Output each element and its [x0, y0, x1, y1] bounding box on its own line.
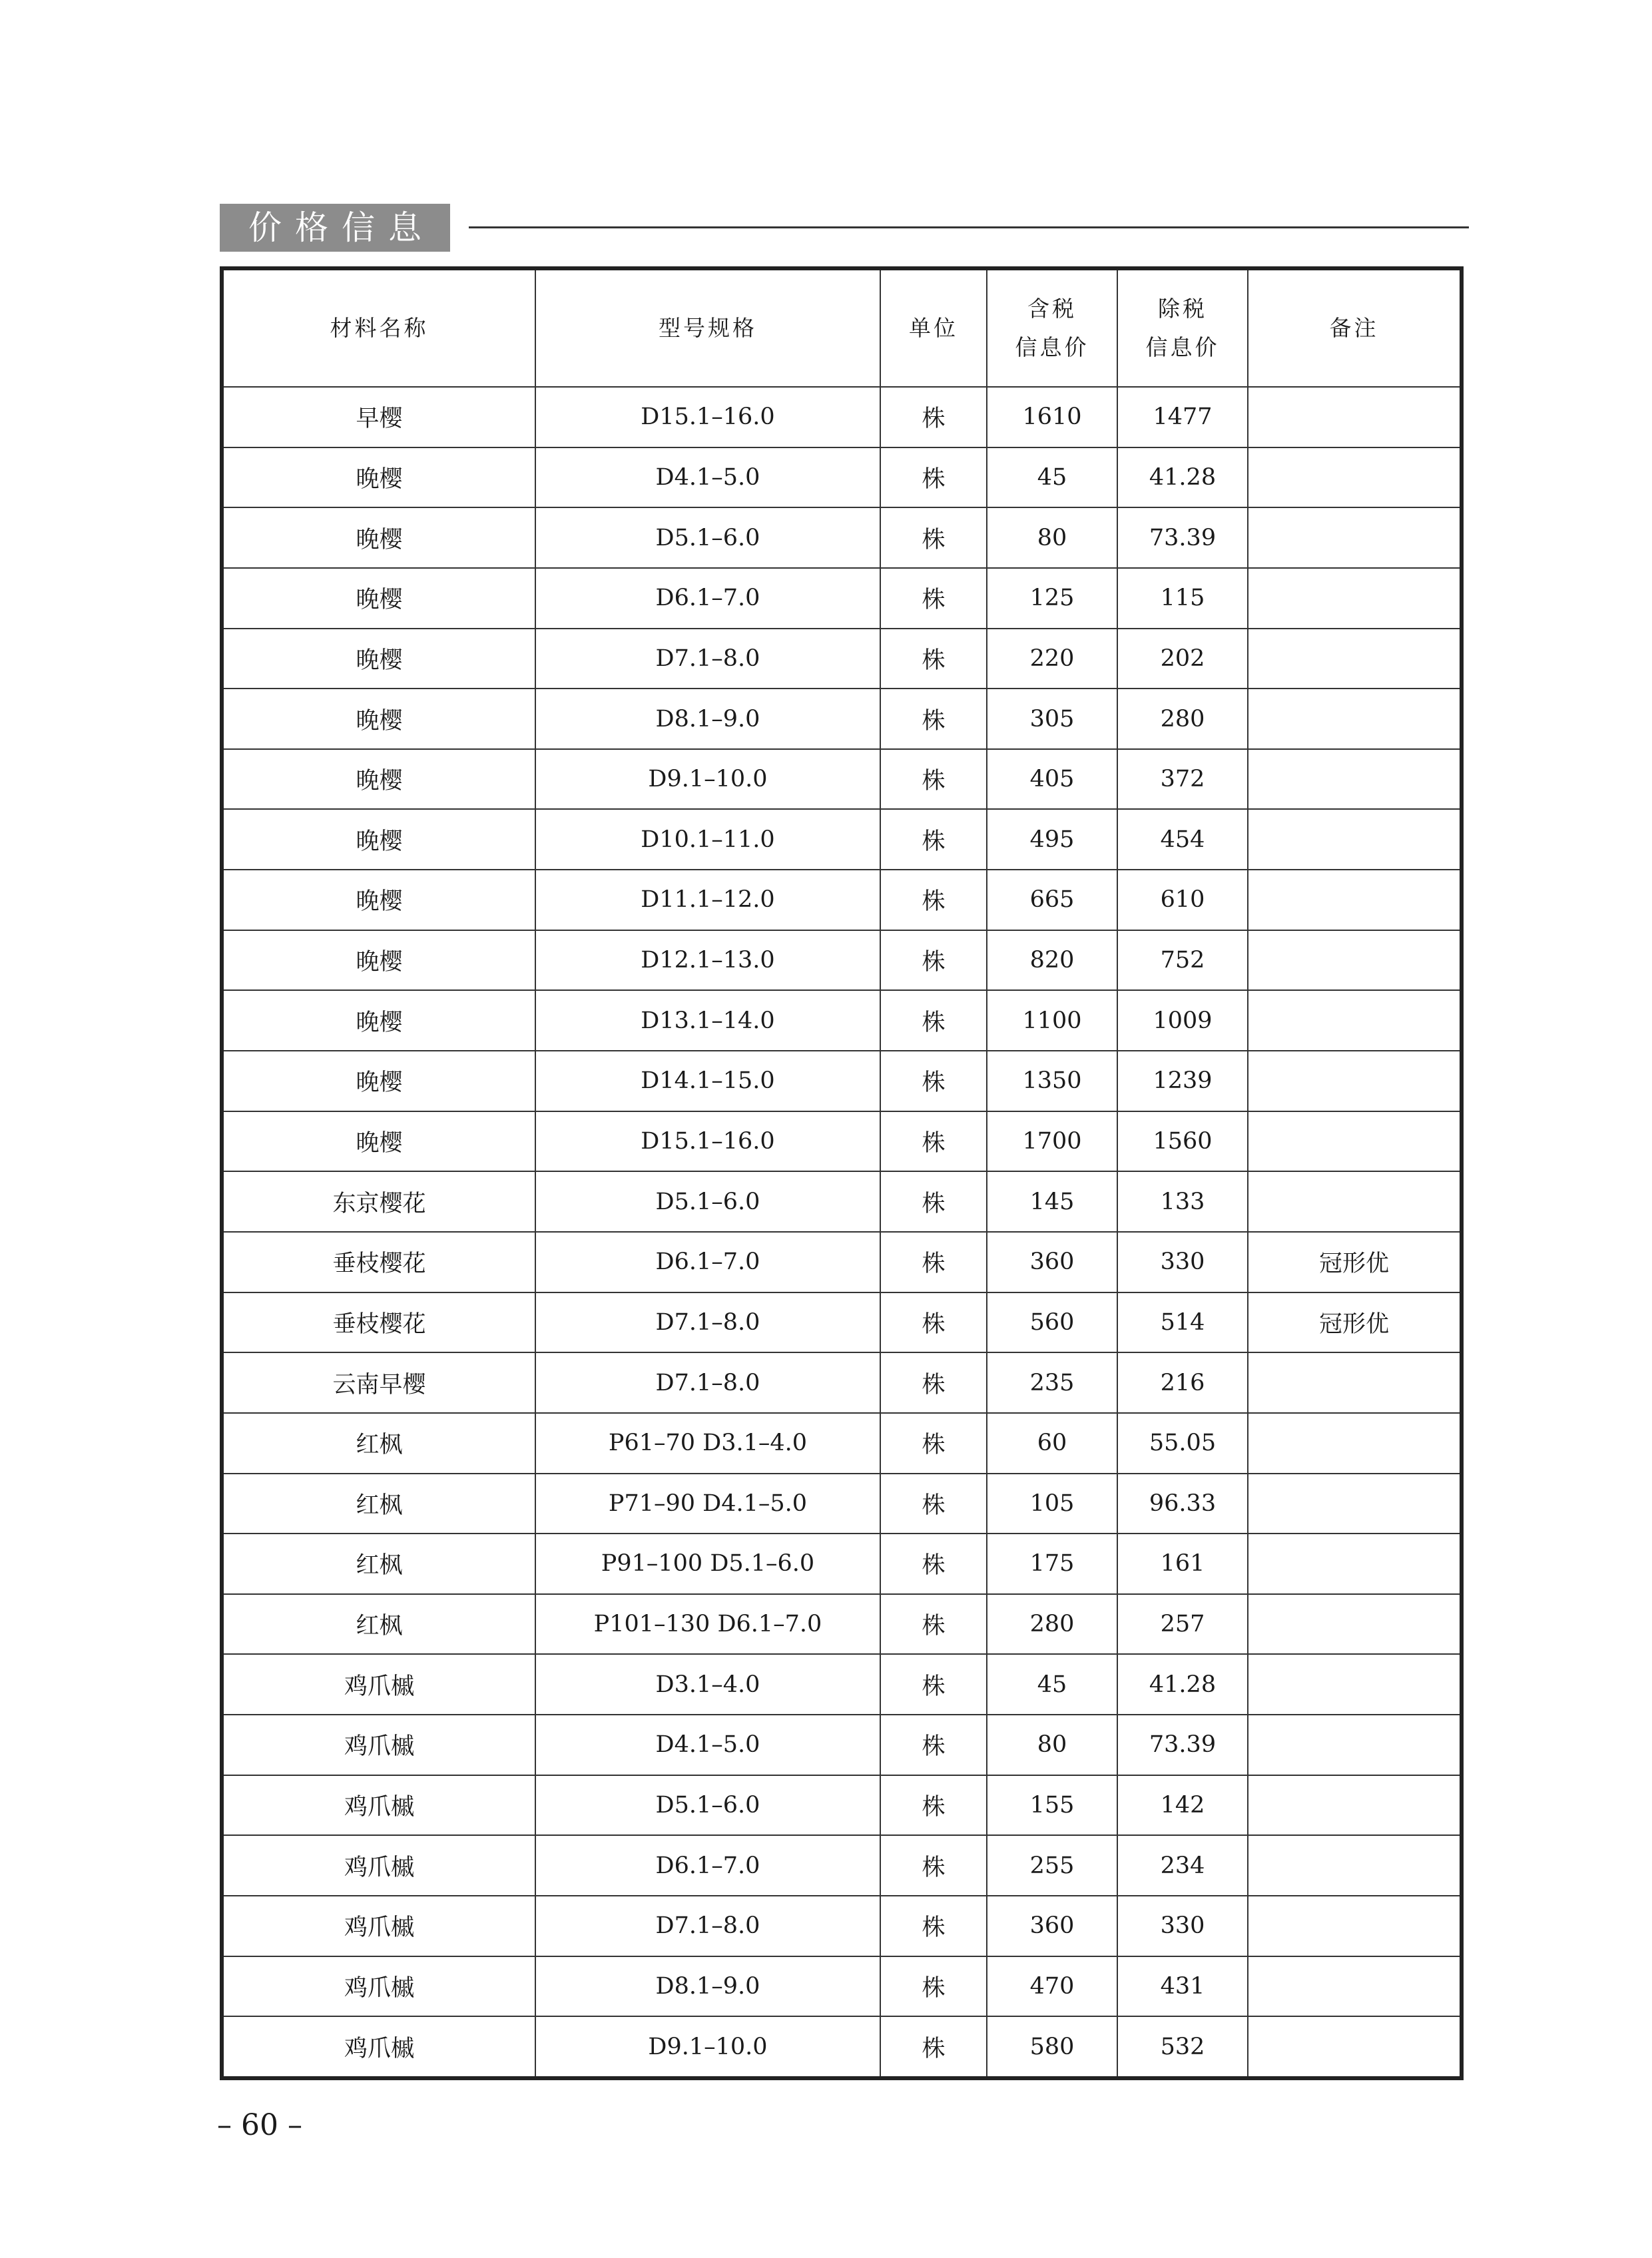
cell-tax-excl-price: 454: [1117, 809, 1248, 870]
cell-model-spec: D5.1–6.0: [535, 1775, 880, 1836]
cell-tax-excl-price: 257: [1117, 1594, 1248, 1655]
cell-tax-excl-price: 161: [1117, 1534, 1248, 1594]
cell-tax-incl-price: 665: [987, 870, 1117, 930]
cell-tax-excl-price: 133: [1117, 1171, 1248, 1232]
cell-unit: 株: [880, 1352, 987, 1413]
cell-unit: 株: [880, 568, 987, 629]
cell-tax-incl-price: 45: [987, 447, 1117, 508]
cell-tax-excl-price: 73.39: [1117, 507, 1248, 568]
cell-material-name: 晚樱: [224, 507, 535, 568]
cell-unit: 株: [880, 1171, 987, 1232]
cell-unit: 株: [880, 507, 987, 568]
cell-material-name: 晚樱: [224, 447, 535, 508]
cell-material-name: 垂枝樱花: [224, 1292, 535, 1353]
cell-material-name: 晚樱: [224, 870, 535, 930]
cell-material-name: 云南早樱: [224, 1352, 535, 1413]
page-number: – 60 –: [217, 2108, 302, 2142]
cell-model-spec: D4.1–5.0: [535, 1715, 880, 1775]
cell-tax-excl-price: 234: [1117, 1835, 1248, 1896]
cell-tax-incl-price: 255: [987, 1835, 1117, 1896]
column-header-remark: 备注: [1248, 270, 1460, 387]
cell-material-name: 晚樱: [224, 568, 535, 629]
cell-unit: 株: [880, 930, 987, 991]
cell-model-spec: D3.1–4.0: [535, 1654, 880, 1715]
cell-material-name: 晚樱: [224, 990, 535, 1051]
cell-tax-incl-price: 45: [987, 1654, 1117, 1715]
cell-model-spec: D6.1–7.0: [535, 1835, 880, 1896]
cell-tax-incl-price: 145: [987, 1171, 1117, 1232]
cell-tax-excl-price: 514: [1117, 1292, 1248, 1353]
cell-tax-incl-price: 60: [987, 1413, 1117, 1474]
cell-remark: [1248, 568, 1460, 629]
cell-material-name: 鸡爪槭: [224, 1775, 535, 1836]
cell-remark: [1248, 990, 1460, 1051]
cell-remark: [1248, 387, 1460, 447]
cell-tax-incl-price: 305: [987, 689, 1117, 749]
table-row: [224, 507, 1460, 568]
cell-remark: [1248, 1775, 1460, 1836]
cell-remark: [1248, 629, 1460, 689]
cell-material-name: 红枫: [224, 1594, 535, 1655]
cell-tax-excl-price: 96.33: [1117, 1474, 1248, 1534]
table-row: [224, 1111, 1460, 1172]
cell-model-spec: P91–100 D5.1–6.0: [535, 1534, 880, 1594]
cell-tax-incl-price: 1350: [987, 1051, 1117, 1111]
cell-material-name: 东京樱花: [224, 1171, 535, 1232]
cell-tax-incl-price: 360: [987, 1896, 1117, 1956]
table-row: [224, 1232, 1460, 1292]
table-row: [224, 990, 1460, 1051]
cell-material-name: 鸡爪槭: [224, 1896, 535, 1956]
table-row: [224, 1715, 1460, 1775]
cell-remark: [1248, 1956, 1460, 2017]
cell-unit: 株: [880, 689, 987, 749]
cell-remark: [1248, 809, 1460, 870]
cell-tax-incl-price: 80: [987, 1715, 1117, 1775]
cell-remark: [1248, 1413, 1460, 1474]
cell-tax-incl-price: 580: [987, 2016, 1117, 2076]
cell-tax-excl-price: 1239: [1117, 1051, 1248, 1111]
cell-material-name: 晚樱: [224, 1051, 535, 1111]
cell-model-spec: P101–130 D6.1–7.0: [535, 1594, 880, 1655]
table-body: [224, 387, 1460, 2076]
cell-model-spec: D8.1–9.0: [535, 689, 880, 749]
table-row: [224, 2016, 1460, 2076]
cell-tax-excl-price: 73.39: [1117, 1715, 1248, 1775]
cell-unit: 株: [880, 1594, 987, 1655]
cell-remark: [1248, 1715, 1460, 1775]
cell-tax-excl-price: 330: [1117, 1232, 1248, 1292]
table-row: [224, 930, 1460, 991]
cell-model-spec: D13.1–14.0: [535, 990, 880, 1051]
cell-remark: [1248, 1534, 1460, 1594]
table-row: [224, 1474, 1460, 1534]
cell-tax-incl-price: 820: [987, 930, 1117, 991]
cell-unit: 株: [880, 990, 987, 1051]
table-row: [224, 1413, 1460, 1474]
cell-unit: 株: [880, 1715, 987, 1775]
cell-material-name: 晚樱: [224, 930, 535, 991]
cell-remark: [1248, 1051, 1460, 1111]
table-row: [224, 689, 1460, 749]
cell-unit: 株: [880, 1292, 987, 1353]
cell-tax-incl-price: 80: [987, 507, 1117, 568]
cell-tax-excl-price: 202: [1117, 629, 1248, 689]
cell-remark: [1248, 2016, 1460, 2076]
cell-model-spec: D11.1–12.0: [535, 870, 880, 930]
cell-unit: 株: [880, 629, 987, 689]
cell-material-name: 晚樱: [224, 629, 535, 689]
cell-model-spec: D12.1–13.0: [535, 930, 880, 991]
cell-tax-excl-price: 55.05: [1117, 1413, 1248, 1474]
cell-remark: [1248, 1111, 1460, 1172]
cell-remark: [1248, 930, 1460, 991]
cell-unit: 株: [880, 1232, 987, 1292]
cell-tax-incl-price: 1100: [987, 990, 1117, 1051]
cell-tax-excl-price: 1560: [1117, 1111, 1248, 1172]
table-row: [224, 568, 1460, 629]
cell-model-spec: D15.1–16.0: [535, 1111, 880, 1172]
section-title: 价格信息: [220, 204, 450, 252]
cell-remark: 冠形优: [1248, 1292, 1460, 1353]
cell-tax-excl-price: 610: [1117, 870, 1248, 930]
cell-tax-incl-price: 175: [987, 1534, 1117, 1594]
table-row: [224, 629, 1460, 689]
cell-material-name: 红枫: [224, 1413, 535, 1474]
header-rule: [469, 226, 1469, 228]
table-row: [224, 1534, 1460, 1594]
table-row: [224, 1051, 1460, 1111]
cell-unit: 株: [880, 809, 987, 870]
cell-tax-incl-price: 235: [987, 1352, 1117, 1413]
cell-tax-incl-price: 220: [987, 629, 1117, 689]
cell-remark: [1248, 1835, 1460, 1896]
cell-unit: 株: [880, 749, 987, 810]
cell-tax-incl-price: 280: [987, 1594, 1117, 1655]
cell-tax-incl-price: 1700: [987, 1111, 1117, 1172]
cell-material-name: 晚樱: [224, 749, 535, 810]
cell-tax-excl-price: 216: [1117, 1352, 1248, 1413]
table-row: [224, 1171, 1460, 1232]
cell-model-spec: D14.1–15.0: [535, 1051, 880, 1111]
cell-remark: [1248, 447, 1460, 508]
cell-remark: [1248, 1594, 1460, 1655]
cell-model-spec: D7.1–8.0: [535, 1352, 880, 1413]
cell-model-spec: D15.1–16.0: [535, 387, 880, 447]
cell-model-spec: D4.1–5.0: [535, 447, 880, 508]
table-row: [224, 1775, 1460, 1836]
cell-material-name: 垂枝樱花: [224, 1232, 535, 1292]
cell-model-spec: D7.1–8.0: [535, 629, 880, 689]
cell-material-name: 晚樱: [224, 689, 535, 749]
cell-remark: [1248, 749, 1460, 810]
cell-unit: 株: [880, 1413, 987, 1474]
cell-tax-excl-price: 280: [1117, 689, 1248, 749]
cell-unit: 株: [880, 1835, 987, 1896]
cell-model-spec: D9.1–10.0: [535, 2016, 880, 2076]
cell-material-name: 晚樱: [224, 809, 535, 870]
cell-tax-incl-price: 1610: [987, 387, 1117, 447]
cell-model-spec: D8.1–9.0: [535, 1956, 880, 2017]
table-row: [224, 749, 1460, 810]
cell-tax-excl-price: 115: [1117, 568, 1248, 629]
cell-model-spec: D6.1–7.0: [535, 1232, 880, 1292]
cell-unit: 株: [880, 2016, 987, 2076]
cell-tax-excl-price: 1009: [1117, 990, 1248, 1051]
table-header-row: [224, 270, 1460, 387]
table-row: [224, 1654, 1460, 1715]
cell-tax-excl-price: 142: [1117, 1775, 1248, 1836]
cell-remark: [1248, 689, 1460, 749]
cell-tax-excl-price: 372: [1117, 749, 1248, 810]
table-row: [224, 1292, 1460, 1353]
cell-model-spec: P61–70 D3.1–4.0: [535, 1413, 880, 1474]
cell-unit: 株: [880, 1111, 987, 1172]
cell-tax-excl-price: 41.28: [1117, 447, 1248, 508]
cell-material-name: 鸡爪槭: [224, 1715, 535, 1775]
cell-material-name: 鸡爪槭: [224, 2016, 535, 2076]
cell-material-name: 晚樱: [224, 1111, 535, 1172]
cell-tax-incl-price: 105: [987, 1474, 1117, 1534]
cell-unit: 株: [880, 1896, 987, 1956]
cell-tax-incl-price: 125: [987, 568, 1117, 629]
cell-tax-incl-price: 470: [987, 1956, 1117, 2017]
cell-model-spec: D7.1–8.0: [535, 1292, 880, 1353]
table-row: [224, 1835, 1460, 1896]
cell-remark: [1248, 1654, 1460, 1715]
cell-material-name: 红枫: [224, 1534, 535, 1594]
cell-remark: 冠形优: [1248, 1232, 1460, 1292]
price-table: [224, 270, 1460, 2076]
column-header-material-name: 材料名称: [224, 270, 535, 387]
cell-unit: 株: [880, 387, 987, 447]
table-row: [224, 870, 1460, 930]
cell-material-name: 鸡爪槭: [224, 1654, 535, 1715]
price-table-frame: [220, 266, 1464, 2080]
table-row: [224, 1896, 1460, 1956]
cell-model-spec: D9.1–10.0: [535, 749, 880, 810]
cell-remark: [1248, 1171, 1460, 1232]
cell-model-spec: D7.1–8.0: [535, 1896, 880, 1956]
cell-tax-excl-price: 752: [1117, 930, 1248, 991]
cell-model-spec: P71–90 D4.1–5.0: [535, 1474, 880, 1534]
table-row: [224, 387, 1460, 447]
cell-material-name: 早樱: [224, 387, 535, 447]
cell-material-name: 鸡爪槭: [224, 1956, 535, 2017]
cell-material-name: 红枫: [224, 1474, 535, 1534]
cell-remark: [1248, 1896, 1460, 1956]
cell-remark: [1248, 1352, 1460, 1413]
cell-remark: [1248, 870, 1460, 930]
cell-tax-incl-price: 360: [987, 1232, 1117, 1292]
column-header-unit: 单位: [880, 270, 987, 387]
table-row: [224, 1956, 1460, 2017]
cell-tax-excl-price: 532: [1117, 2016, 1248, 2076]
cell-remark: [1248, 507, 1460, 568]
table-row: [224, 1352, 1460, 1413]
cell-material-name: 鸡爪槭: [224, 1835, 535, 1896]
cell-tax-incl-price: 495: [987, 809, 1117, 870]
cell-model-spec: D5.1–6.0: [535, 507, 880, 568]
cell-unit: 株: [880, 1474, 987, 1534]
cell-unit: 株: [880, 447, 987, 508]
cell-tax-incl-price: 560: [987, 1292, 1117, 1353]
cell-unit: 株: [880, 1956, 987, 2017]
cell-tax-incl-price: 405: [987, 749, 1117, 810]
column-header-tax-incl-price: 含税 信息价: [987, 270, 1117, 387]
column-header-model-spec: 型号规格: [535, 270, 880, 387]
cell-unit: 株: [880, 1534, 987, 1594]
cell-tax-excl-price: 431: [1117, 1956, 1248, 2017]
cell-model-spec: D6.1–7.0: [535, 568, 880, 629]
cell-tax-excl-price: 41.28: [1117, 1654, 1248, 1715]
cell-tax-excl-price: 1477: [1117, 387, 1248, 447]
cell-model-spec: D5.1–6.0: [535, 1171, 880, 1232]
cell-model-spec: D10.1–11.0: [535, 809, 880, 870]
cell-tax-incl-price: 155: [987, 1775, 1117, 1836]
cell-remark: [1248, 1474, 1460, 1534]
table-row: [224, 1594, 1460, 1655]
column-header-tax-excl-price: 除税 信息价: [1117, 270, 1248, 387]
cell-tax-excl-price: 330: [1117, 1896, 1248, 1956]
cell-unit: 株: [880, 1051, 987, 1111]
cell-unit: 株: [880, 1775, 987, 1836]
table-row: [224, 809, 1460, 870]
table-row: [224, 447, 1460, 508]
cell-unit: 株: [880, 870, 987, 930]
cell-unit: 株: [880, 1654, 987, 1715]
